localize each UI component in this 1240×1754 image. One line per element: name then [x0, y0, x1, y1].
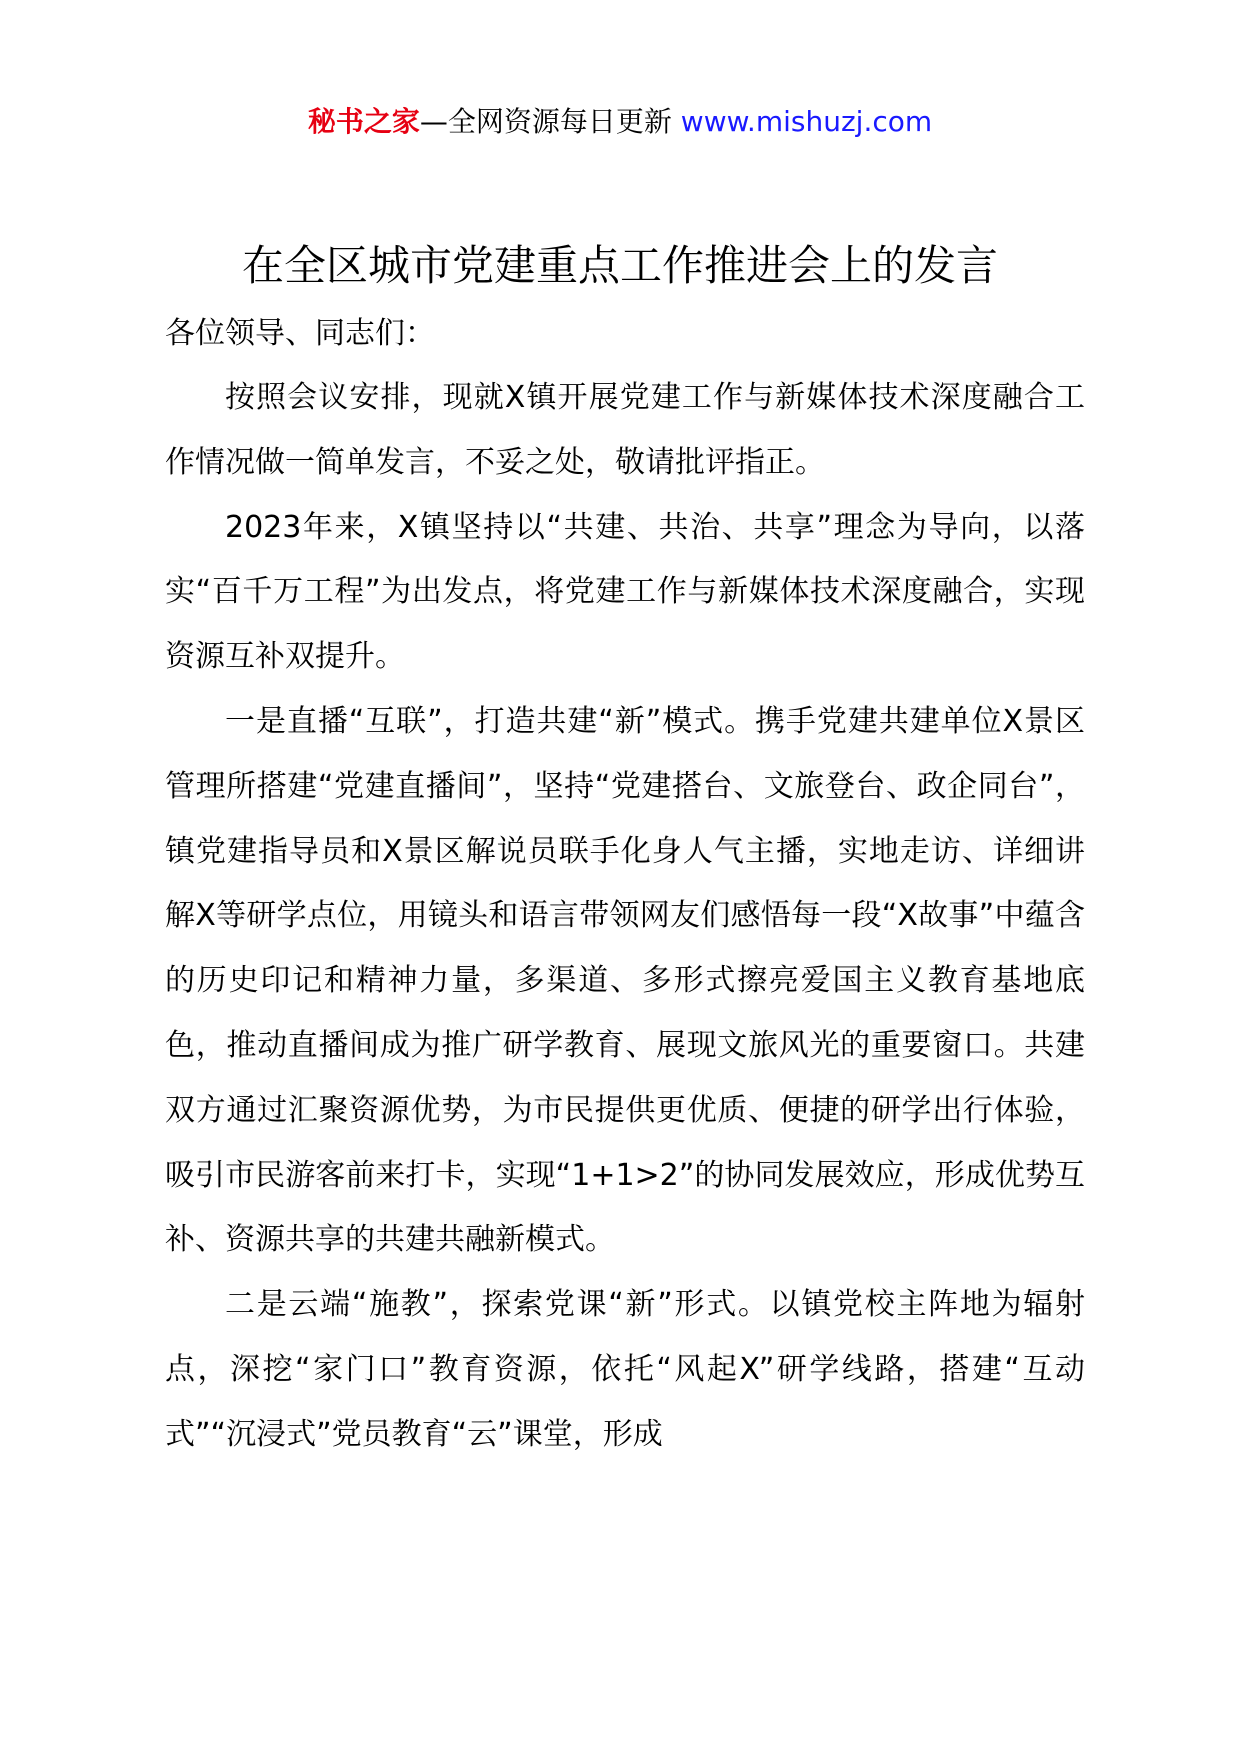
paragraph-intro: 按照会议安排，现就X镇开展党建工作与新媒体技术深度融合工作情况做一简单发言，不妥之处，敬请批评指正。 [165, 380, 1085, 480]
paragraph-cloud-lessons: 二是云端“施教”，探索党课“新”形式。以镇党校主阵地为辐射点，深挖“家门口”教育资源，依托“风起X”研学线路，搭建“互动式”“沉浸式”党员教育“云”课堂，形成 [165, 1287, 1085, 1452]
document-title: 在全区城市党建重点工作推进会上的发言 [241, 241, 998, 290]
site-url-link[interactable]: www.mishuzj.com [680, 105, 933, 138]
salutation: 各位领导、同志们： [165, 316, 435, 351]
document-body [165, 302, 1085, 1468]
site-slogan: —全网资源每日更新 [419, 105, 672, 138]
site-brand: 秘书之家 [307, 105, 420, 138]
paragraph-overview: 2023年来，X镇坚持以“共建、共治、共享”理念为导向，以落实“百千万工程”为出发点，将党建工作与新媒体技术深度融合，实现资源互补双提升。 [165, 509, 1085, 675]
site-header [0, 100, 1240, 144]
paragraph-livestream: 一是直播“互联”，打造共建“新”模式。携手党建共建单位X景区管理所搭建“党建直播间”，坚持“党建搭台、文旅登台、政企同台”，镇党建指导员和X景区解说员联手化身人气主播，实地走访、详细讲解X等研学点位，用镜头和语言带领网友们感悟每一段“X故事”中蕴含的历史印记和精神力量，多渠道、多形式擦亮爱国主义教育基地底色，推动直播间成为推广研学教育、展现文旅风光的重要窗口。共建双方通过汇聚资源优势，为市民提供更优质、便捷的研学出行体验，吸引市民游客前来打卡，实现“1+1>2”的协同发展效应，形成优势互补、资源共享的共建共融新模式。 [165, 703, 1085, 1258]
